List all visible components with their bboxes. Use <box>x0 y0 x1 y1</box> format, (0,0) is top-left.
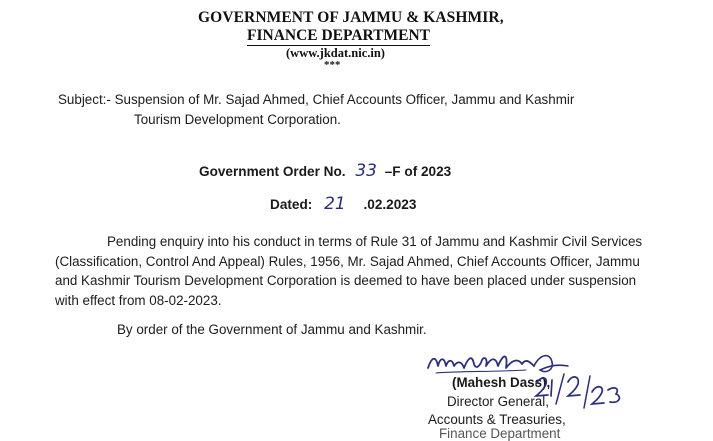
handwritten-date-day: 21 <box>324 194 346 214</box>
order-date <box>270 194 416 214</box>
header-separator: *** <box>324 59 341 71</box>
order-date-prefix: Dated: <box>270 197 313 212</box>
signatory-title-line-3: Finance Department <box>439 426 561 441</box>
order-date-suffix: .02.2023 <box>363 197 417 212</box>
handwritten-order-number: 33 <box>355 161 377 181</box>
order-body-paragraph <box>55 232 655 310</box>
order-number <box>199 161 451 181</box>
subject-line-1: Subject:- Suspension of Mr. Sajad Ahmed, Chief Accounts Officer, Jammu and Kashmir <box>58 92 575 107</box>
department-heading: FINANCE DEPARTMENT <box>247 27 431 44</box>
order-body-text: Pending enquiry into his conduct in terms of Rule 31 of Jammu and Kashmir Civil Services (Classification, Control And Appeal) Rules, 1956, Mr. Sajad Ahmed, Chief Accounts Officer, Jammu and Kashmir Tourism Development Corporation is deemed to have been placed under suspension with effect from 08-02-2023. <box>55 234 643 308</box>
government-heading: GOVERNMENT OF JAMMU & KASHMIR, <box>198 9 504 26</box>
order-number-suffix: –F of 2023 <box>384 164 452 179</box>
signatory-title-line-2: Accounts & Treasuries, <box>428 412 566 427</box>
signatory-name: (Mahesh Dass), <box>452 375 551 390</box>
subject-line-2: Tourism Development Corporation. <box>134 112 341 127</box>
by-order-line: By order of the Government of Jammu and Kashmir. <box>117 322 427 337</box>
order-number-prefix: Government Order No. <box>199 164 346 179</box>
website-link: (www.jkdat.nic.in) <box>286 46 385 60</box>
signatory-title-line-1: Director General, <box>447 394 549 409</box>
